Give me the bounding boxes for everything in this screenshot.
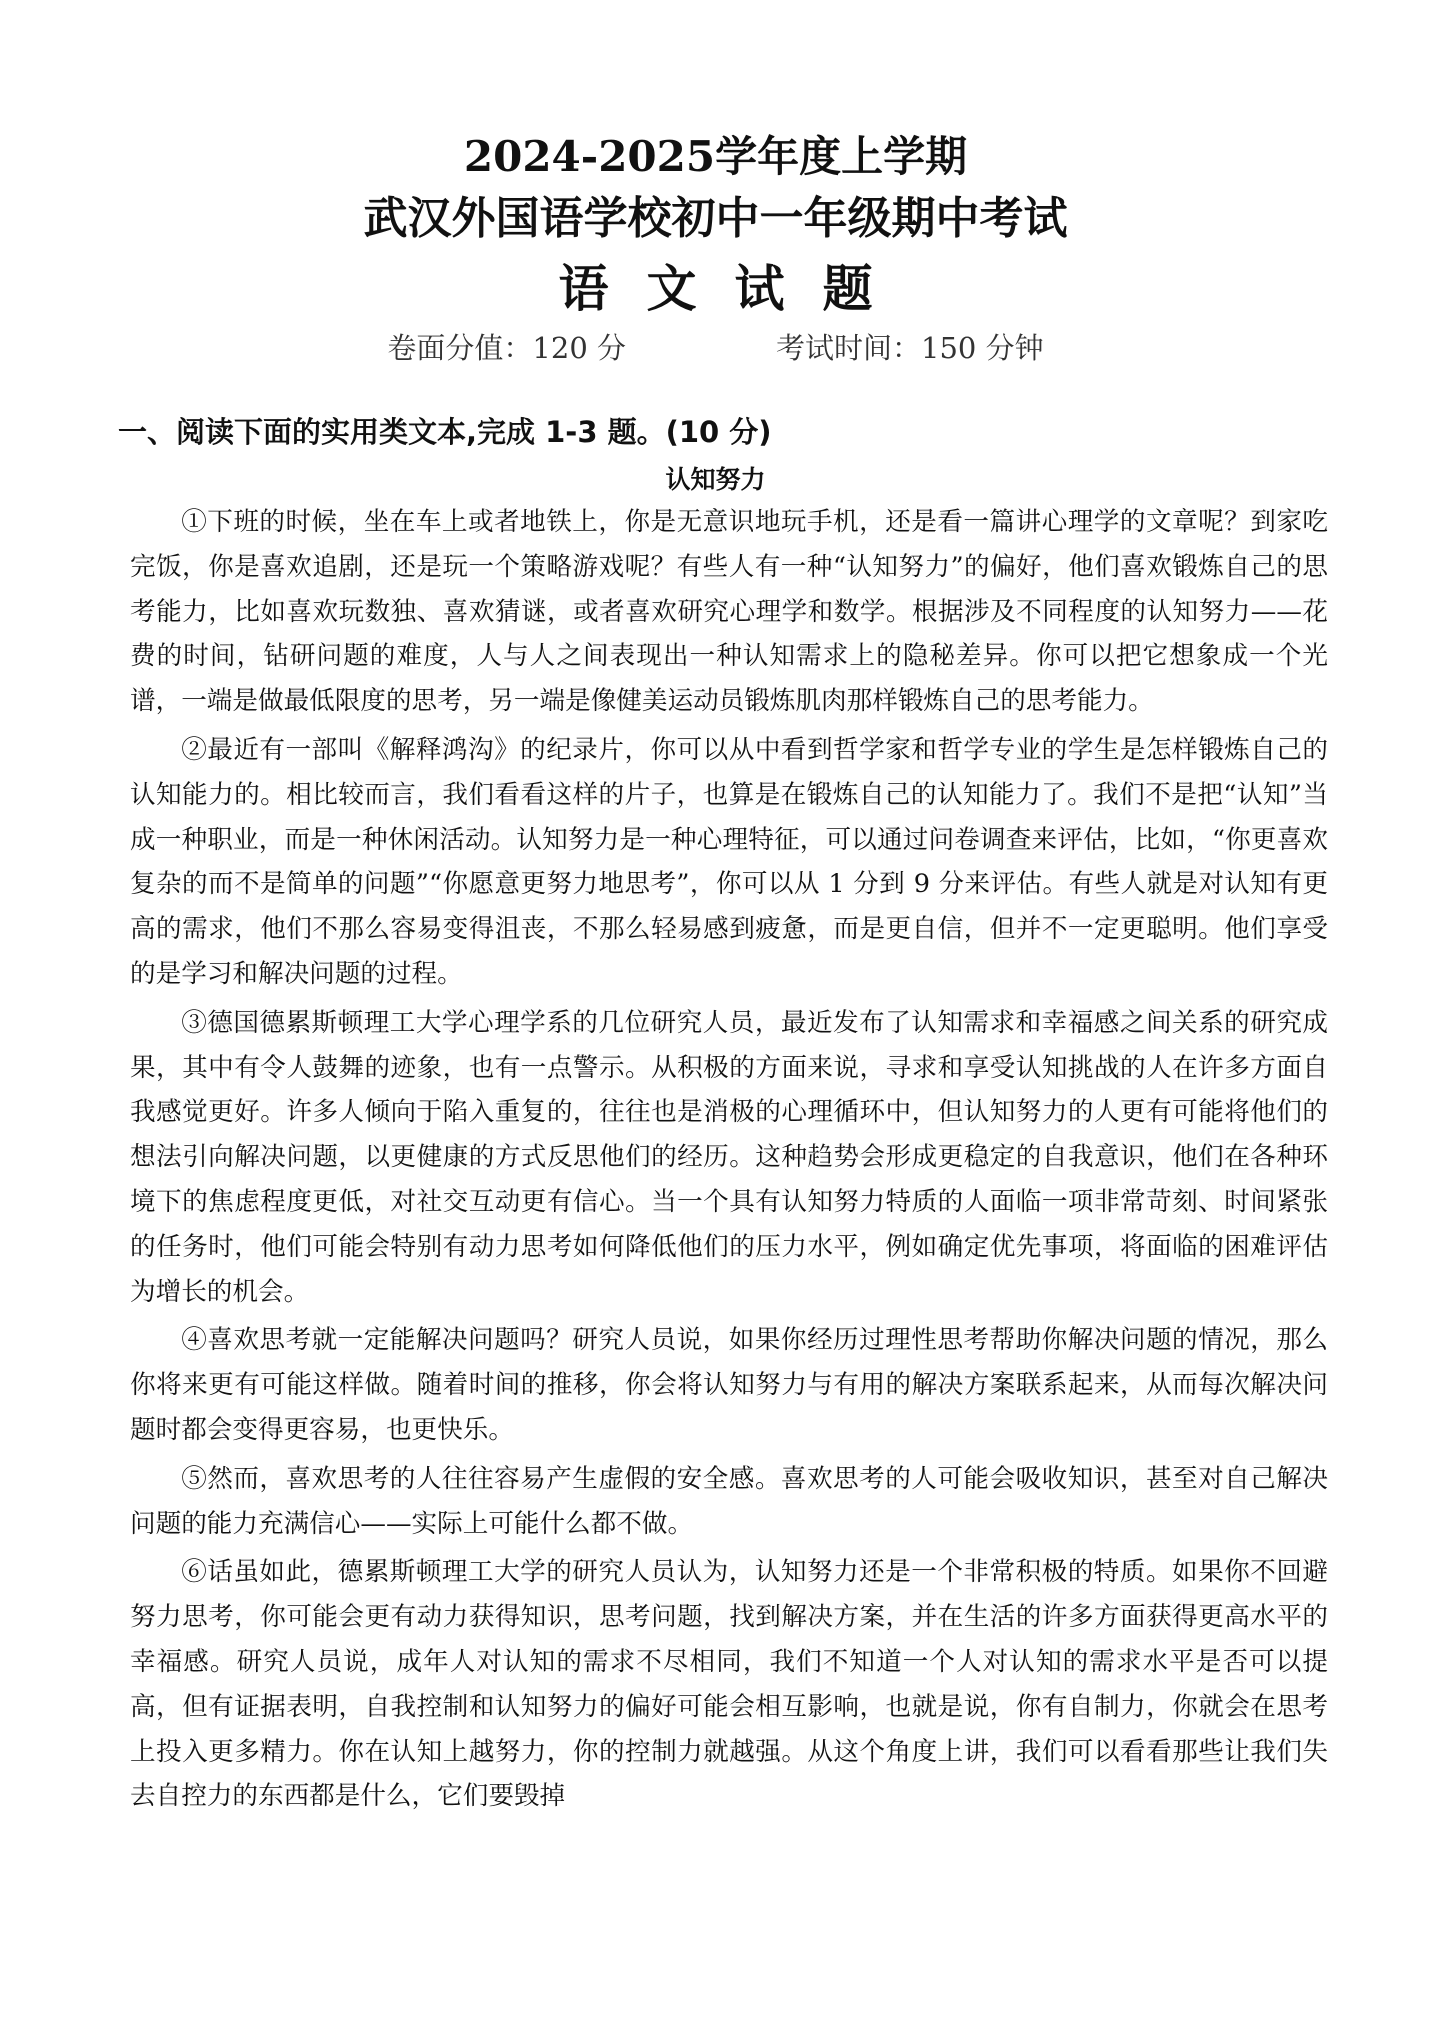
paragraph: ②最近有一部叫《解释鸿沟》的纪录片，你可以从中看到哲学家和哲学专业的学生是怎样锻炼自己的认知能力的。相比较而言，我们看看这样的片子，也算是在锻炼自己的认知能力了。我们不是把“认知”当成一种职业，而是一种休闲活动。认知努力是一种心理特征，可以通过问卷调查来评估，比如，“你更喜欢复杂的而不是简单的问题”“你愿意更努力地思考”，你可以从 1 分到 9 分来评估。有些人就是对认知有更高的需求，他们不那么容易变得沮丧，不那么轻易感到疲惫，而是更自信，但并不一定更聪明。他们享受的是学习和解决问题的过程。 — [130, 734, 1328, 989]
paragraph: ①下班的时候，坐在车上或者地铁上，你是无意识地玩手机，还是看一篇讲心理学的文章呢？到家吃完饭，你是喜欢追剧，还是玩一个策略游戏呢？有些人有一种“认知努力”的偏好，他们喜欢锻炼自己的思考能力，比如喜欢玩数独、喜欢猜谜，或者喜欢研究心理学和数学。根据涉及不同程度的认知努力——花费的时间，钻研问题的难度，人与人之间表现出一种认知需求上的隐秘差异。你可以把它想象成一个光谱，一端是做最低限度的思考，另一端是像健美运动员锻炼肌肉那样锻炼自己的思考能力。 — [130, 507, 1328, 717]
article-title: 认知努力 — [665, 465, 766, 494]
exam-header — [0, 128, 1431, 370]
time-label: 考试时间：150 分钟 — [776, 331, 1044, 365]
paragraph: ④喜欢思考就一定能解决问题吗？研究人员说，如果你经历过理性思考帮助你解决问题的情况，那么你将来更有可能这样做。随着时间的推移，你会将认知努力与有用的解决方案联系起来，从而每次解决问题时都会变得更容易，也更快乐。 — [130, 1325, 1328, 1445]
exam-meta — [0, 326, 1431, 370]
paragraph: ⑥话虽如此，德累斯顿理工大学的研究人员认为，认知努力还是一个非常积极的特质。如果你不回避努力思考，你可能会更有动力获得知识，思考问题，找到解决方案，并在生活的许多方面获得更高水平的幸福感。研究人员说，成年人对认知的需求不尽相同，我们不知道一个人对认知的需求水平是否可以提高，但有证据表明，自我控制和认知努力的偏好可能会相互影响，也就是说，你有自制力，你就会在思考上投入更多精力。你在认知上越努力，你的控制力就越强。从这个角度上讲，我们可以看看那些让我们失去自控力的东西都是什么，它们要毁掉 — [130, 1557, 1328, 1812]
term-title: 2024-2025学年度上学期 — [463, 132, 968, 181]
score-label: 卷面分值：120 分 — [387, 331, 626, 365]
article-body — [130, 500, 1328, 1823]
section-heading: 一、阅读下面的实用类文本,完成 1-3 题。(10 分) — [118, 415, 772, 449]
subject-title: 语文试题 — [558, 259, 911, 318]
exam-title: 武汉外国语学校初中一年级期中考试 — [363, 193, 1068, 244]
paragraph: ③德国德累斯顿理工大学心理学系的几位研究人员，最近发布了认知需求和幸福感之间关系的研究成果，其中有令人鼓舞的迹象，也有一点警示。从积极的方面来说，寻求和享受认知挑战的人在许多方面自我感觉更好。许多人倾向于陷入重复的，往往也是消极的心理循环中，但认知努力的人更有可能将他们的想法引向解决问题，以更健康的方式反思他们的经历。这种趋势会形成更稳定的自我意识，他们在各种环境下的焦虑程度更低，对社交互动更有信心。当一个具有认知努力特质的人面临一项非常苛刻、时间紧张的任务时，他们可能会特别有动力思考如何降低他们的压力水平，例如确定优先事项，将面临的困难评估为增长的机会。 — [130, 1007, 1328, 1307]
paragraph: ⑤然而，喜欢思考的人往往容易产生虚假的安全感。喜欢思考的人可能会吸收知识，甚至对自己解决问题的能力充满信心——实际上可能什么都不做。 — [130, 1463, 1328, 1539]
